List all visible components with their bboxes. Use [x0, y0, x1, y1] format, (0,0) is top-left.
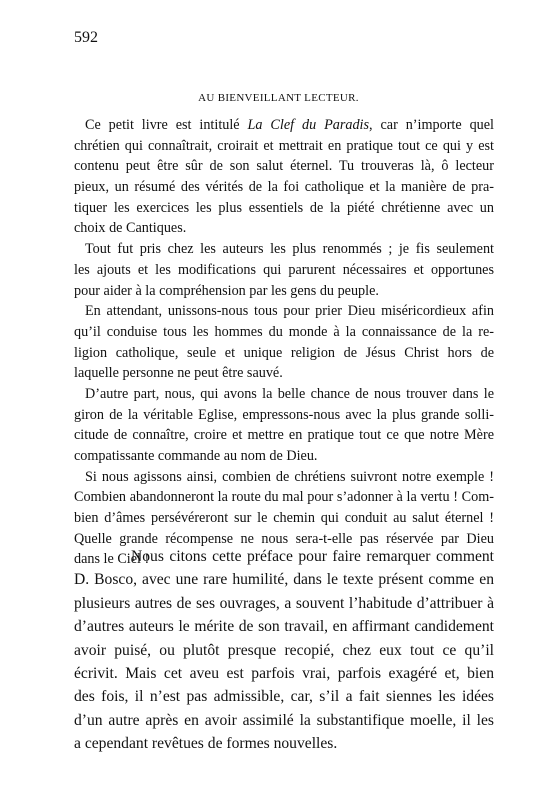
text-line: D’autre part, nous, qui avons la belle chance de nous trouver dans le	[85, 385, 494, 402]
preface-text	[74, 115, 494, 570]
text-line: plusieurs autres de ses ouvrages, a souvent l’habitude d’attribuer à	[74, 594, 494, 612]
text-line: les ajouts et les modifications qui parurent nécessaires et opportunes	[74, 261, 494, 278]
commentary-text	[74, 545, 494, 756]
text-line: dans le Ciel !	[74, 551, 150, 568]
text-line: giron de la véritable Eglise, empressons-nous avec la plus grande solli-	[74, 406, 494, 423]
text-line: citude de connaître, croire et mettre en pratique tout ce que notre Mère	[74, 427, 494, 444]
text-line: En attendant, unissons-nous tous pour prier Dieu miséricordieux afin	[85, 303, 494, 320]
text-run: Ce petit livre est intitulé	[85, 117, 248, 133]
text-line: ligion catholique, seule et unique religion de Jésus Christ hors de	[74, 344, 494, 361]
text-line: compatissante commande au nom de Dieu.	[74, 448, 318, 464]
text-line: Tout fut pris chez les auteurs les plus renommés ; je fis seulement	[85, 241, 494, 258]
text-line: contenu peut être sûr de son salut éternel. Tu trouveras là, ô lecteur	[74, 158, 494, 175]
text-line: laquelle personne ne peut être sauvé.	[74, 365, 283, 382]
text-line: bien d’âmes persévéreront sur le chemin qui conduit au salut éternel !	[74, 510, 494, 527]
text-line: a cependant revêtues de formes nouvelles.	[74, 735, 338, 753]
page-number: 592	[74, 29, 98, 46]
text-line: écrivit. Mais cet aveu est parfois vrai, parfois exagéré et, bien	[74, 664, 494, 682]
text-line: d’un autre après en avoir assimilé la substantifique moelle, il les	[74, 711, 494, 729]
text-line: pieux, un résumé des vérités de la foi catholique et la manière de pra-	[74, 179, 494, 196]
text-line: d’autres auteurs le mérite de son travail, en affirmant candidement	[74, 618, 494, 636]
text-line: choix de Cantiques.	[74, 220, 187, 237]
text-line: qu’il conduise tous les hommes du monde à la connaissance de la re-	[74, 323, 494, 340]
text-line: chrétien qui connaîtrait, croirait et mettrait en pratique tout ce qui y est	[74, 137, 494, 154]
text-line: des fois, il n’est pas admissible, car, s’il a fait siennes les idées	[74, 688, 494, 706]
text-line	[74, 115, 494, 136]
text-line: D. Bosco, avec une rare humilité, dans le texte présent comme en	[74, 571, 494, 589]
text-line: Nous citons cette préface pour faire remarquer comment	[131, 548, 494, 565]
text-line: avoir puisé, ou plutôt presque recopié, chez eux tout ce qu’il	[74, 641, 494, 659]
text-line: Quelle grande récompense ne nous sera-t-elle pas réservée par Dieu	[74, 530, 494, 547]
text-line: pour aider à la compréhension par les gens du peuple.	[74, 282, 379, 299]
text-line: Combien abandonneront la route du mal pour s’adonner à la vertu ! Com-	[74, 489, 494, 506]
text-line: Si nous agissons ainsi, combien de chrétiens suivront notre exemple !	[85, 468, 494, 485]
text-line: tiquer les exercices les plus essentiels de la piété chrétienne avec un	[74, 199, 494, 216]
book-title: La Clef du Paradis	[247, 117, 370, 133]
text-run: , car n’importe quel	[369, 117, 494, 133]
section-heading: AU BIENVEILLANT LECTEUR.	[198, 92, 359, 104]
